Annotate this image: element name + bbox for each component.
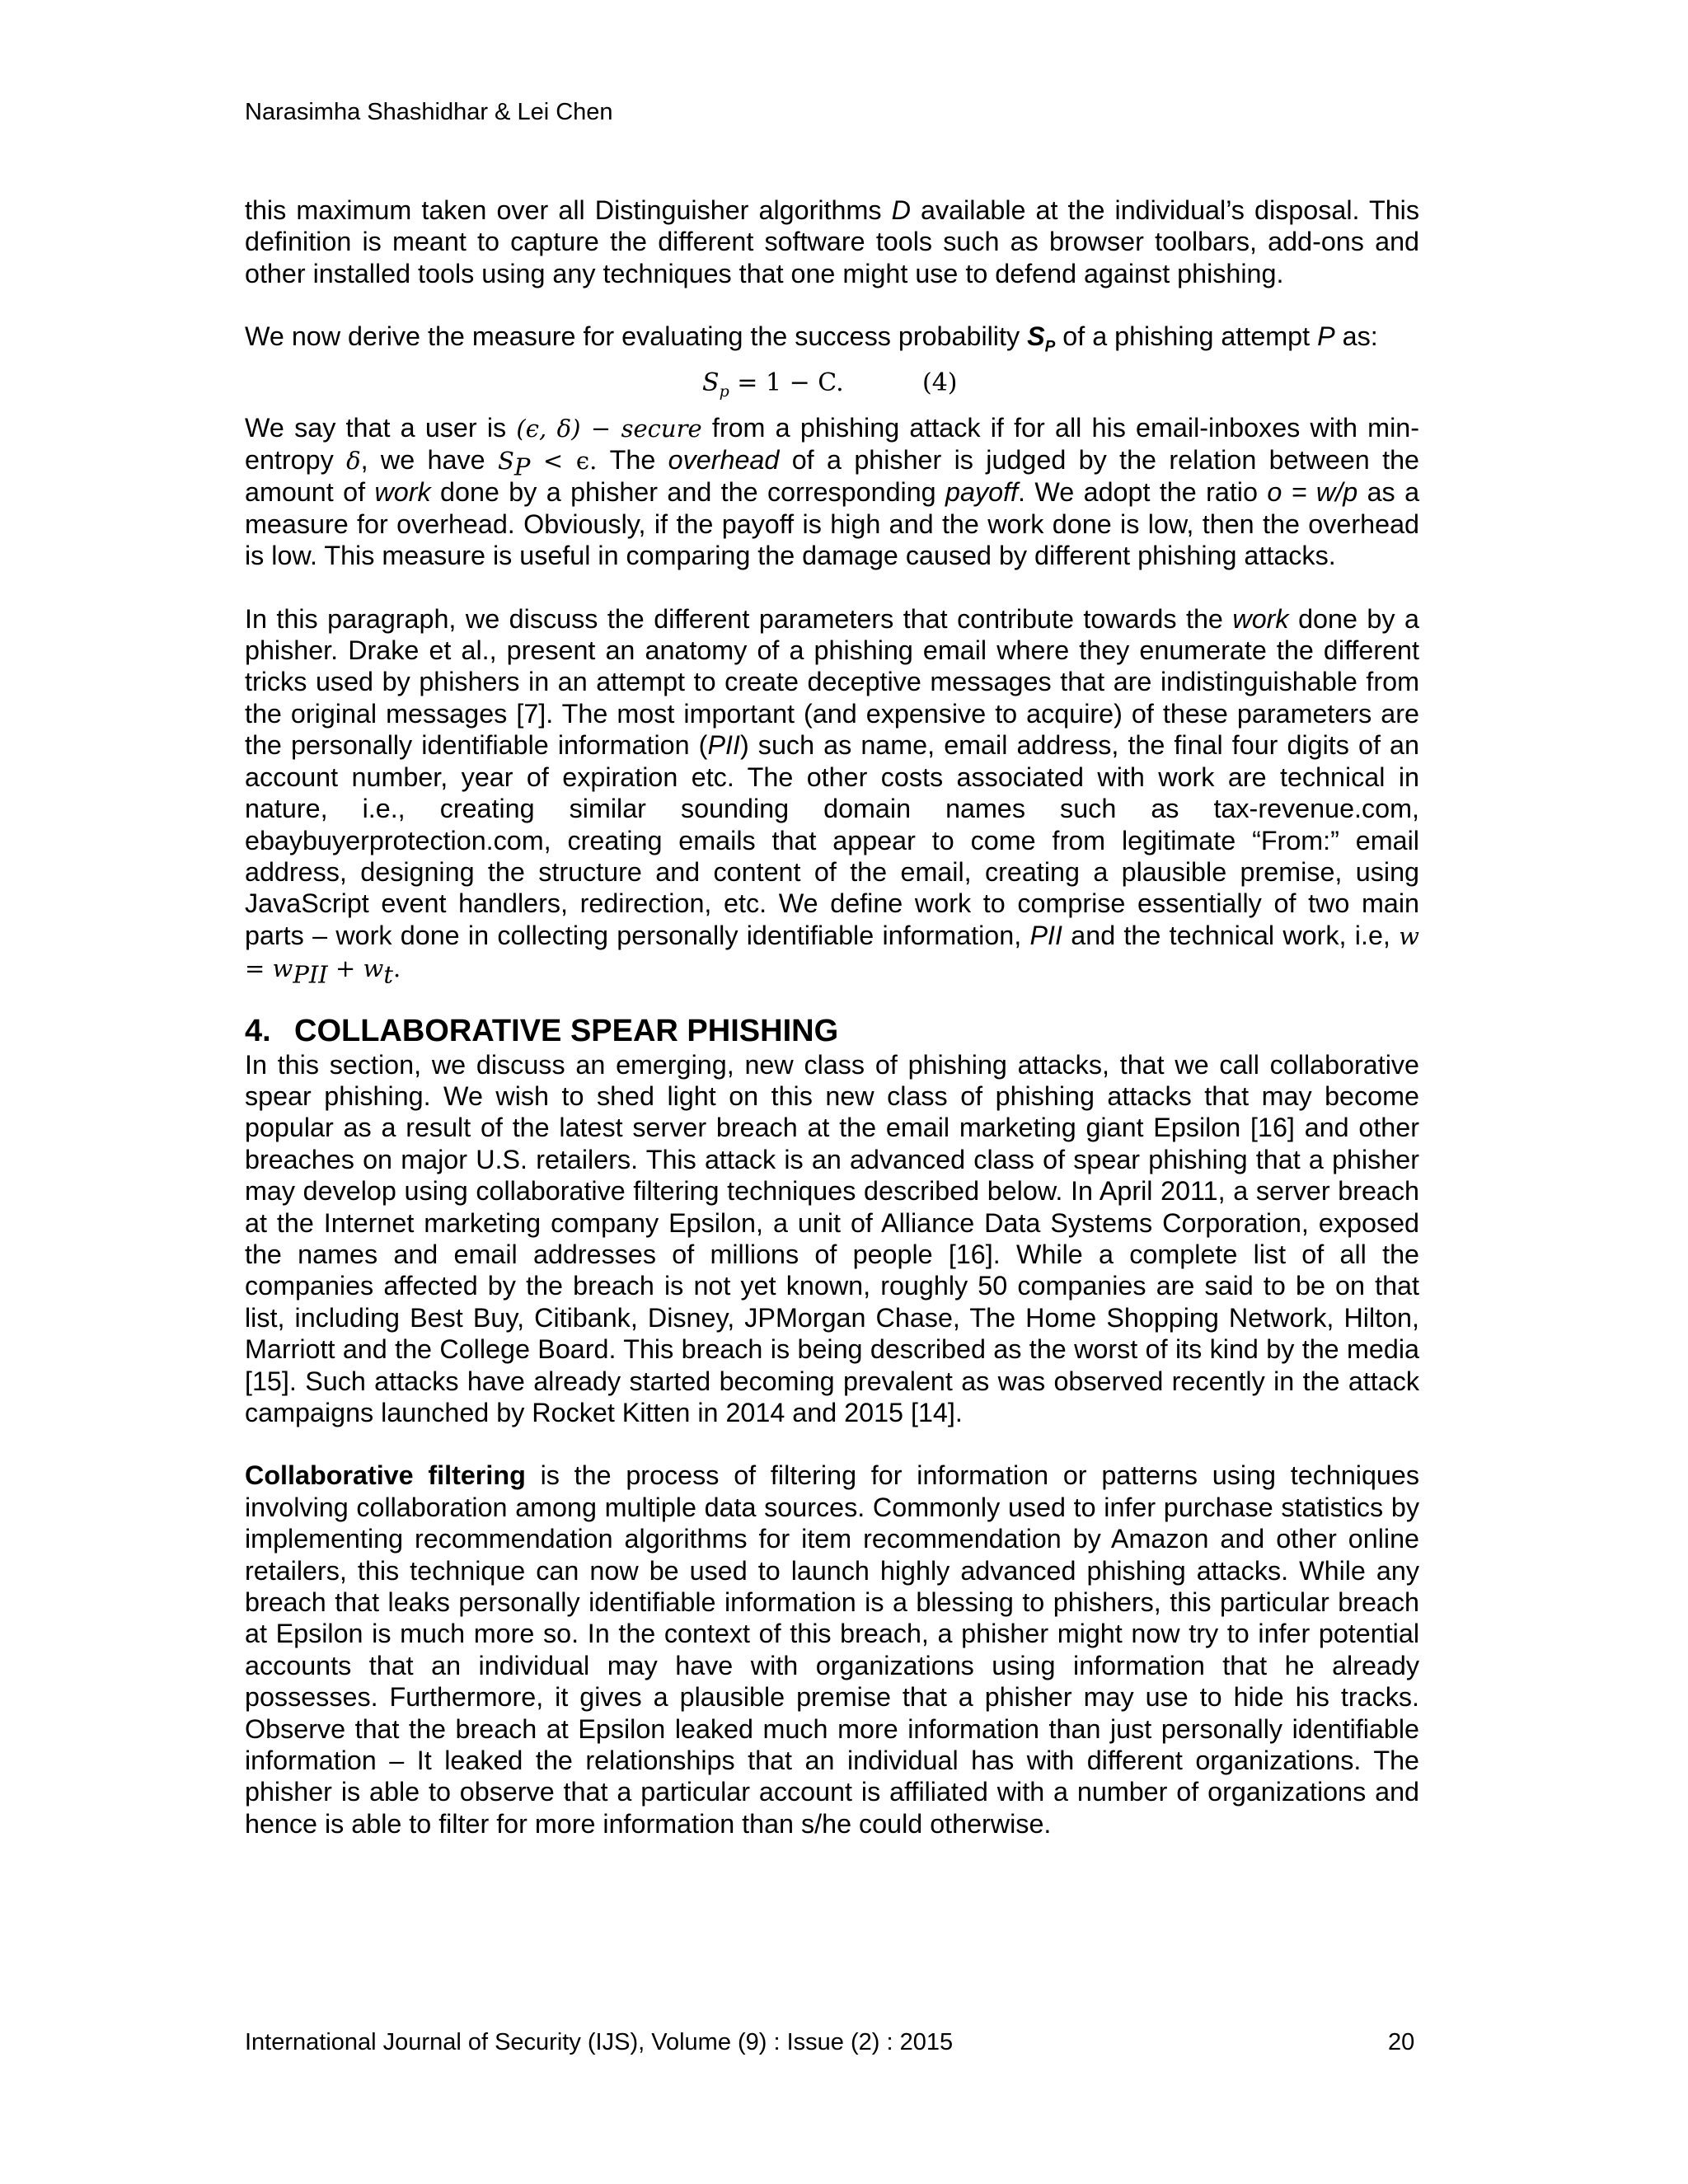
footer-page-number: 20: [1388, 2029, 1415, 2055]
equation-lhs: S: [702, 368, 720, 397]
equation-rhs: = 1 − C.: [729, 368, 844, 397]
text-run: In this paragraph, we discuss the different parameters that contribute towards the: [245, 603, 1233, 634]
section-title: COLLABORATIVE SPEAR PHISHING: [294, 1013, 839, 1048]
italic-pii: PII: [1029, 920, 1062, 950]
math-sp-subscript: P: [513, 452, 531, 481]
equation-lhs-subscript: p: [719, 382, 729, 401]
text-run: from a phishing attack if for all his email-inboxes with min-entropy: [245, 412, 1419, 476]
paragraph-collaborative-spear-phishing: In this section, we discuss an emerging, new class of phishing attacks, that we call collaborative spear phishing. We wish to shed light on this new class of phishing attacks that may become popular as a result of the latest server breach at the email marketing giant Epsilon [16] and other breaches on major U.S. retailers. This attack is an advanced class of spear phishing that a phisher may develop using collaborative filtering techniques described below. In April 2011, a server breach at the Internet marketing company Epsilon, a unit of Alliance Data Systems Corporation, exposed the names and email addresses of millions of people [16]. While a complete list of all the companies affected by the breach is not yet known, roughly 50 companies are said to be on that list, including Best Buy, Citibank, Disney, JPMorgan Chase, The Home Shopping Network, Hilton, Marriott and the College Board. This breach is being described as the worst of its kind by the media [15]. Such attacks have already started becoming prevalent as was observed recently in the attack campaigns launched by Rocket Kitten in 2014 and 2015 [14].: [245, 1049, 1419, 1427]
equation-expression: [702, 368, 844, 399]
running-header-authors: Narasimha Shashidhar & Lei Chen: [245, 99, 613, 125]
text-run: done by a phisher and the corresponding: [430, 477, 946, 508]
paragraph-distinguisher: [245, 194, 1419, 289]
paragraph-secure-definition: [245, 412, 1419, 572]
text-run: , we have: [360, 445, 498, 476]
paragraph-gap: [245, 572, 1419, 603]
text-run: . We adopt the ratio: [1018, 477, 1268, 508]
text-run: We say that a user is: [245, 412, 517, 443]
math-sp: S: [497, 447, 514, 476]
paragraph-gap: [245, 1428, 1419, 1460]
italic-ratio: o = w/p: [1267, 477, 1358, 508]
math-w-equals: w = w: [245, 921, 1419, 983]
paragraph-collaborative-filtering: [245, 1460, 1419, 1840]
math-plus-w: + w: [327, 954, 384, 983]
math-w-t-subscript: t: [383, 960, 393, 989]
paragraph-work-parameters: [245, 603, 1419, 989]
italic-payoff: payoff: [945, 477, 1019, 508]
text-run: is the process of filtering for information or patterns using techniques involving collaboration among multiple data sources. Commonly used to infer purchase statistics by implementing recommendation algorithms for item recommendation by Amazon and other online retailers, this technique can now be used to launch highly advanced phishing attacks. While any breach that leaks personally identifiable information is a blessing to phishers, this particular breach at Epsilon is much more so. In the context of this breach, a phisher might now try to infer potential accounts that an individual may have with organizations using information that he already possesses. Furthermore, it gives a plausible premise that a phisher may use to hide his tracks. Observe that the breach at Epsilon leaked much more information than just personally identifiable information – It leaked the relationships that an individual has with different organizations. The phisher is able to observe that a particular account is affiliated with a number of organizations and hence is able to filter for more information than s/he could otherwise.: [245, 1460, 1419, 1839]
equation-4: [245, 368, 1419, 404]
equation-number: (4): [922, 368, 958, 397]
section-number: 4.: [245, 1013, 271, 1048]
math-period: .: [393, 954, 401, 983]
italic-symbol-p: P: [1317, 321, 1335, 352]
text-run: this maximum taken over all Distinguisher algorithms: [245, 195, 892, 225]
italic-work: work: [374, 477, 431, 508]
text-run: ) such as name, email address, the final four digits of an account number, year of expiration etc. The other costs associated with work are technical in nature, i.e., creating similar sounding domain names such as tax-revenue.com, ebaybuyerprotection.com, creating emails that appear to come from legitimate “From:” email address, designing the structure and content of the email, creating a plausible premise, using JavaScript event handlers, redirection, etc. We define work to comprise essentially of two main parts – work done in collecting personally identifiable information,: [245, 730, 1419, 950]
text-run: The: [597, 445, 668, 476]
symbol-sp: S: [1027, 321, 1045, 352]
paragraph-success-probability: [245, 321, 1419, 356]
math-less-epsilon: < ϵ.: [530, 447, 598, 476]
text-run: and the technical work, i.e,: [1062, 920, 1400, 950]
bold-term: Collaborative filtering: [245, 1460, 526, 1491]
text-run: of a phishing attempt: [1055, 321, 1318, 352]
text-run: as a measure for overhead. Obviously, if the payoff is high and the work done is low, then the overhead is low. This measure is useful in comparing the damage caused by different phishing attacks.: [245, 477, 1420, 571]
paragraph-gap: [245, 289, 1419, 321]
footer-journal: International Journal of Security (IJS), Volume (9) : Issue (2) : 2015: [245, 2029, 954, 2055]
text-run: We now derive the measure for evaluating the success probability: [245, 321, 1028, 352]
math-delta: δ: [346, 447, 361, 476]
symbol-sp-subscript: P: [1044, 338, 1056, 356]
section-heading: [245, 1013, 1419, 1049]
text-run: of a phisher is judged by the relation between the amount of: [245, 445, 1419, 508]
text-run: done by a phisher. Drake et al., present an anatomy of a phishing email where they enumerate the different tricks used by phishers in an attempt to create deceptive messages that are indistinguishable from the original messages [7]. The most important (and expensive to acquire) of these parameters are the personally identifiable information (: [245, 603, 1419, 761]
text-run: as:: [1334, 321, 1378, 352]
math-w-pii-subscript: PII: [293, 960, 328, 989]
text-run: available at the individual’s disposal. This definition is meant to capture the different software tools such as browser toolbars, add-ons and other installed tools using any techniques that one might use to defend against phishing.: [245, 195, 1419, 288]
italic-overhead: overhead: [668, 445, 780, 476]
body-text: [245, 194, 1419, 1840]
math-epsilon-delta-secure: (ϵ, δ) − secure: [516, 414, 702, 443]
italic-symbol-d: D: [891, 195, 911, 225]
italic-pii: PII: [707, 730, 740, 761]
italic-work: work: [1232, 603, 1289, 634]
